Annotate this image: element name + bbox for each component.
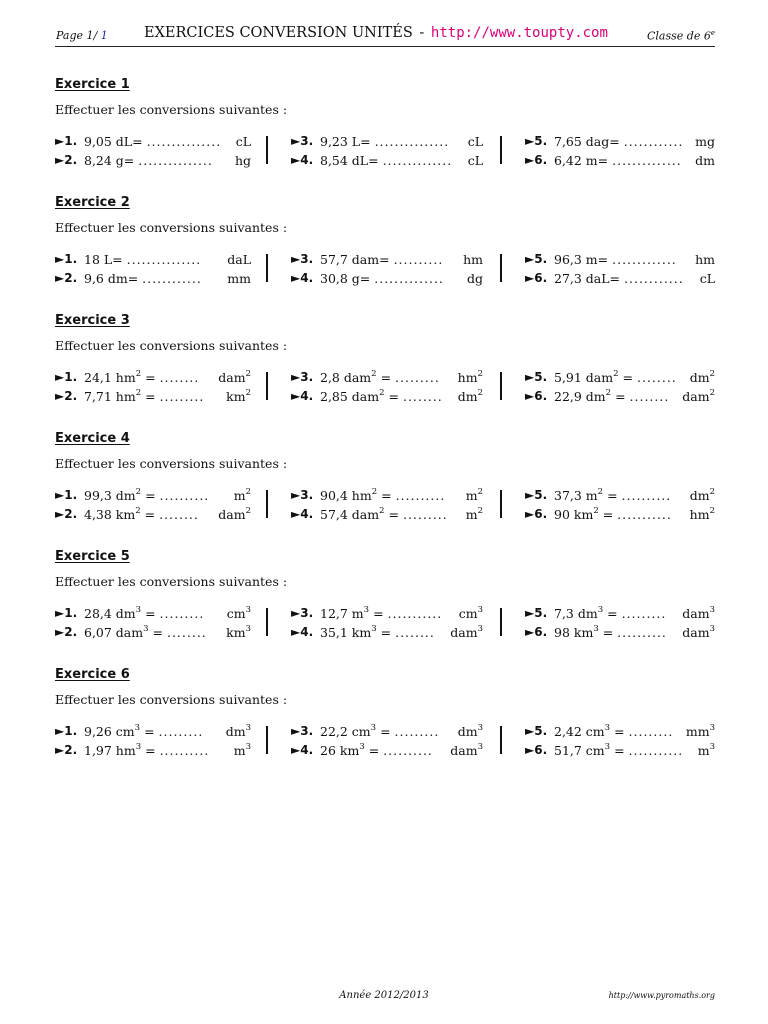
answer-blank[interactable]: .............. [382,153,453,169]
conversion-question: 8,54 dL= .............. [320,153,453,169]
answer-blank[interactable]: ........... [387,606,443,622]
item-number: ►6. [525,153,548,167]
item-number: ►4. [291,153,314,167]
conversion-item [291,271,483,289]
exercise-instruction: Effectuer les conversions suivantes : [55,338,288,353]
column-divider [500,136,502,164]
target-unit: $m^2$ [233,487,251,504]
conversion-item [55,488,251,506]
conversion-item [55,507,251,525]
conversion-column [525,134,715,174]
footer-url[interactable]: http://www.pyromaths.org [608,991,715,1000]
conversion-item [55,252,251,270]
target-unit: cL [235,134,251,150]
exercise-instruction: Effectuer les conversions suivantes : [55,574,288,589]
target-unit: $m^3$ [233,742,251,759]
conversion-column [55,606,251,646]
exercise-title: Exercice 3 [55,313,130,328]
exercise-2 [55,195,715,295]
conversion-question: 22,9 $dm^2$ = ........ [554,388,670,405]
answer-blank[interactable]: ........... [628,743,684,759]
item-number: ►2. [55,271,78,285]
target-unit: $km^2$ [226,388,251,405]
conversion-item [55,153,251,171]
conversion-column [525,606,715,646]
answer-blank[interactable]: ......... [395,370,440,386]
item-number: ►6. [525,743,548,757]
conversion-item [525,271,715,289]
conversion-item [55,271,251,289]
column-divider [500,372,502,400]
column-divider [266,254,268,282]
exercise-title: Exercice 4 [55,431,130,446]
conversion-question: 2,85 dam$^2$ = ........ [320,388,443,405]
item-number: ►1. [55,606,78,620]
conversion-question: 28,4 $dm^3$ = ......... [84,605,205,622]
conversion-column [291,488,483,528]
target-unit: dam$^2$ [218,506,251,523]
conversion-item [55,134,251,152]
page-number: Page 1/ 1 [56,29,108,42]
conversion-column [55,370,251,410]
item-number: ►5. [525,370,548,384]
item-number: ►1. [55,370,78,384]
target-unit: dam$^3$ [682,605,715,622]
target-unit: $m^2$ [465,487,483,504]
target-unit: $m^2$ [465,506,483,523]
conversion-question: 8,24 g= ............... [84,153,213,169]
exercise-4 [55,431,715,531]
exercise-instruction: Effectuer les conversions suivantes : [55,456,288,471]
conversion-column [525,252,715,292]
target-unit: hm [463,252,483,268]
column-divider [500,608,502,636]
conversion-item [55,724,251,742]
conversion-question: 30,8 g= .............. [320,271,444,287]
conversion-question: 90,4 $hm^2$ = .......... [320,487,446,504]
target-unit: dam$^2$ [218,369,251,386]
conversion-item [525,389,715,407]
conversion-question: 51,7 $cm^3$ = ........... [554,742,684,759]
item-number: ►1. [55,488,78,502]
item-number: ►4. [291,625,314,639]
item-number: ►4. [291,507,314,521]
exercise-instruction: Effectuer les conversions suivantes : [55,220,288,235]
conversion-column [291,134,483,174]
conversion-question: 2,42 $cm^3$ = ......... [554,723,674,740]
answer-blank[interactable]: ......... [158,724,204,740]
conversion-question: 6,07 dam$^3$ = ........ [84,624,207,641]
conversion-item [525,134,715,152]
conversion-column [291,724,483,764]
conversion-column [525,724,715,764]
conversion-item [55,743,251,761]
item-number: ►6. [525,271,548,285]
answer-blank[interactable]: ............... [126,252,202,268]
item-number: ►2. [55,507,78,521]
conversion-item [291,507,483,525]
conversion-question: 57,7 dam= .......... [320,252,444,268]
document-title: EXERCICES CONVERSION UNITÉS - http://www.toupty.com [144,25,608,41]
answer-blank[interactable]: .......... [621,488,672,504]
answer-blank[interactable]: ........ [636,370,677,386]
item-number: ►4. [291,389,314,403]
conversion-column [291,370,483,410]
conversion-item [55,389,251,407]
answer-blank[interactable]: ........ [629,389,670,405]
conversion-grid [55,606,715,646]
target-unit: dam$^3$ [450,624,483,641]
conversion-question: 7,71 $hm^2$ = ......... [84,388,205,405]
answer-blank[interactable]: ............... [138,153,213,169]
conversion-question: 7,3 $dm^3$ = ......... [554,605,667,622]
answer-blank[interactable]: ........ [402,389,443,405]
conversion-item [291,134,483,152]
answer-blank[interactable]: ............. [612,252,677,268]
target-unit: $cm^3$ [226,605,251,622]
target-unit: cL [467,134,483,150]
conversion-grid [55,724,715,764]
item-number: ►6. [525,389,548,403]
conversion-item [291,389,483,407]
target-unit: $hm^2$ [457,369,483,386]
target-unit: $cm^3$ [458,605,483,622]
item-number: ►3. [291,134,314,148]
conversion-question: 57,4 dam$^2$ = ......... [320,506,448,523]
exercise-title: Exercice 1 [55,77,130,92]
target-unit: $mm^3$ [685,723,715,740]
conversion-question: 96,3 m= ............. [554,252,677,268]
column-divider [500,726,502,754]
answer-blank[interactable]: ............ [623,134,684,150]
column-divider [266,726,268,754]
column-divider [266,608,268,636]
conversion-question: 99,3 $dm^2$ = .......... [84,487,210,504]
answer-blank[interactable]: .......... [159,488,210,504]
conversion-item [291,488,483,506]
column-divider [500,254,502,282]
conversion-item [291,370,483,388]
conversion-question: 4,38 $km^2$ = ........ [84,506,199,523]
target-unit: $dm^2$ [689,369,715,386]
exercise-6 [55,667,715,767]
conversion-question: 24,1 $hm^2$ = ........ [84,369,200,386]
column-divider [500,490,502,518]
conversion-grid [55,370,715,410]
target-unit: $dm^2$ [457,388,483,405]
target-unit: $dm^2$ [689,487,715,504]
item-number: ►1. [55,252,78,266]
conversion-question: 35,1 $km^3$ = ........ [320,624,435,641]
conversion-item [525,724,715,742]
target-unit: mg [695,134,715,150]
answer-blank[interactable]: ......... [159,389,205,405]
answer-blank[interactable]: .......... [393,252,444,268]
item-number: ►1. [55,724,78,738]
page-header [55,24,715,47]
target-unit: dm [695,153,715,169]
conversion-column [55,252,251,292]
conversion-question: 9,05 dL= ............... [84,134,222,150]
target-unit: daL [227,252,251,268]
exercise-title: Exercice 5 [55,549,130,564]
conversion-item [291,724,483,742]
page-total[interactable]: 1 [100,29,108,42]
column-divider [266,136,268,164]
conversion-grid [55,488,715,528]
target-unit: $km^3$ [226,624,251,641]
item-number: ►3. [291,606,314,620]
answer-blank[interactable]: ........ [159,370,200,386]
item-number: ►5. [525,134,548,148]
target-unit: $dm^3$ [225,723,251,740]
answer-blank[interactable]: ............... [146,134,222,150]
conversion-item [291,606,483,624]
target-unit: cL [699,271,715,287]
conversion-question: 9,26 $cm^3$ = ......... [84,723,204,740]
answer-blank[interactable]: ......... [159,606,205,622]
exercise-1 [55,77,715,177]
target-unit: dam$^2$ [682,388,715,405]
item-number: ►2. [55,743,78,757]
conversion-column [525,370,715,410]
answer-blank[interactable]: .............. [612,153,682,169]
conversion-question: 1,97 $hm^3$ = .......... [84,742,210,759]
conversion-question: 7,65 dag= ............ [554,134,684,150]
exercise-3 [55,313,715,413]
footer-year: Année 2012/2013 [339,990,429,1001]
answer-blank[interactable]: ........ [159,507,199,523]
item-number: ►5. [525,252,548,266]
item-number: ►3. [291,252,314,266]
conversion-item [525,488,715,506]
target-unit: hm [695,252,715,268]
item-number: ►2. [55,153,78,167]
conversion-column [525,488,715,528]
conversion-question: 9,6 dm= ............ [84,271,202,287]
conversion-question: 6,42 m= .............. [554,153,682,169]
exercise-title: Exercice 2 [55,195,130,210]
item-number: ►3. [291,488,314,502]
answer-blank[interactable]: .......... [159,743,210,759]
answer-blank[interactable]: ......... [394,724,440,740]
conversion-item [55,370,251,388]
conversion-question: 90 $km^2$ = ........... [554,506,672,523]
item-number: ►6. [525,507,548,521]
answer-blank[interactable]: ............ [142,271,202,287]
conversion-grid [55,134,715,174]
answer-blank[interactable]: ......... [621,606,667,622]
target-unit: $hm^2$ [689,506,715,523]
item-number: ►4. [291,743,314,757]
exercise-instruction: Effectuer les conversions suivantes : [55,692,288,707]
conversion-item [525,743,715,761]
conversion-item [525,370,715,388]
conversion-question: 27,3 daL= ............ [554,271,684,287]
conversion-question: 12,7 $m^3$ = ........... [320,605,443,622]
target-unit: mm [227,271,251,287]
target-unit: cL [467,153,483,169]
conversion-item [525,625,715,643]
conversion-column [291,252,483,292]
site-link[interactable]: http://www.toupty.com [430,25,608,41]
exercise-5 [55,549,715,649]
item-number: ►4. [291,271,314,285]
conversion-question: 26 $km^3$ = .......... [320,742,433,759]
target-unit: dg [466,271,483,287]
target-unit: dam$^3$ [682,624,715,641]
exercise-instruction: Effectuer les conversions suivantes : [55,102,288,117]
answer-blank[interactable]: ........... [617,507,672,523]
target-unit: hg [234,153,251,169]
conversion-question: 37,3 $m^2$ = .......... [554,487,672,504]
conversion-question: 9,23 L= ............... [320,134,450,150]
item-number: ►6. [525,625,548,639]
item-number: ►5. [525,724,548,738]
conversion-item [291,743,483,761]
target-unit: $dm^3$ [457,723,483,740]
answer-blank[interactable]: ........ [395,625,435,641]
target-unit: dam$^3$ [450,742,483,759]
conversion-item [291,153,483,171]
conversion-item [55,606,251,624]
item-number: ►5. [525,606,548,620]
conversion-item [291,252,483,270]
conversion-question: 18 L= ............... [84,252,202,268]
answer-blank[interactable]: ......... [402,507,448,523]
answer-blank[interactable]: .......... [383,743,433,759]
item-number: ►1. [55,134,78,148]
item-number: ►2. [55,389,78,403]
conversion-item [525,252,715,270]
answer-blank[interactable]: ........ [166,625,207,641]
target-unit: $m^3$ [697,742,715,759]
conversion-item [291,625,483,643]
conversion-item [525,507,715,525]
conversion-question: 2,8 dam$^2$ = ......... [320,369,440,386]
conversion-item [525,606,715,624]
item-number: ►5. [525,488,548,502]
answer-blank[interactable]: .......... [395,488,446,504]
item-number: ►3. [291,724,314,738]
answer-blank[interactable]: ............ [624,271,684,287]
item-number: ►2. [55,625,78,639]
conversion-question: 22,2 $cm^3$ = ......... [320,723,440,740]
exercise-title: Exercice 6 [55,667,130,682]
conversion-question: 98 $km^3$ = .......... [554,624,667,641]
column-divider [266,490,268,518]
answer-blank[interactable]: ............... [374,134,450,150]
answer-blank[interactable]: ......... [628,724,674,740]
conversion-column [291,606,483,646]
conversion-item [55,625,251,643]
item-number: ►3. [291,370,314,384]
answer-blank[interactable]: .............. [374,271,444,287]
class-label: Classe de 6e [647,29,715,43]
conversion-column [55,724,251,764]
answer-blank[interactable]: .......... [617,625,667,641]
conversion-question: 5,91 dam$^2$ = ........ [554,369,677,386]
conversion-item [525,153,715,171]
conversion-column [55,488,251,528]
column-divider [266,372,268,400]
conversion-grid [55,252,715,292]
conversion-column [55,134,251,174]
